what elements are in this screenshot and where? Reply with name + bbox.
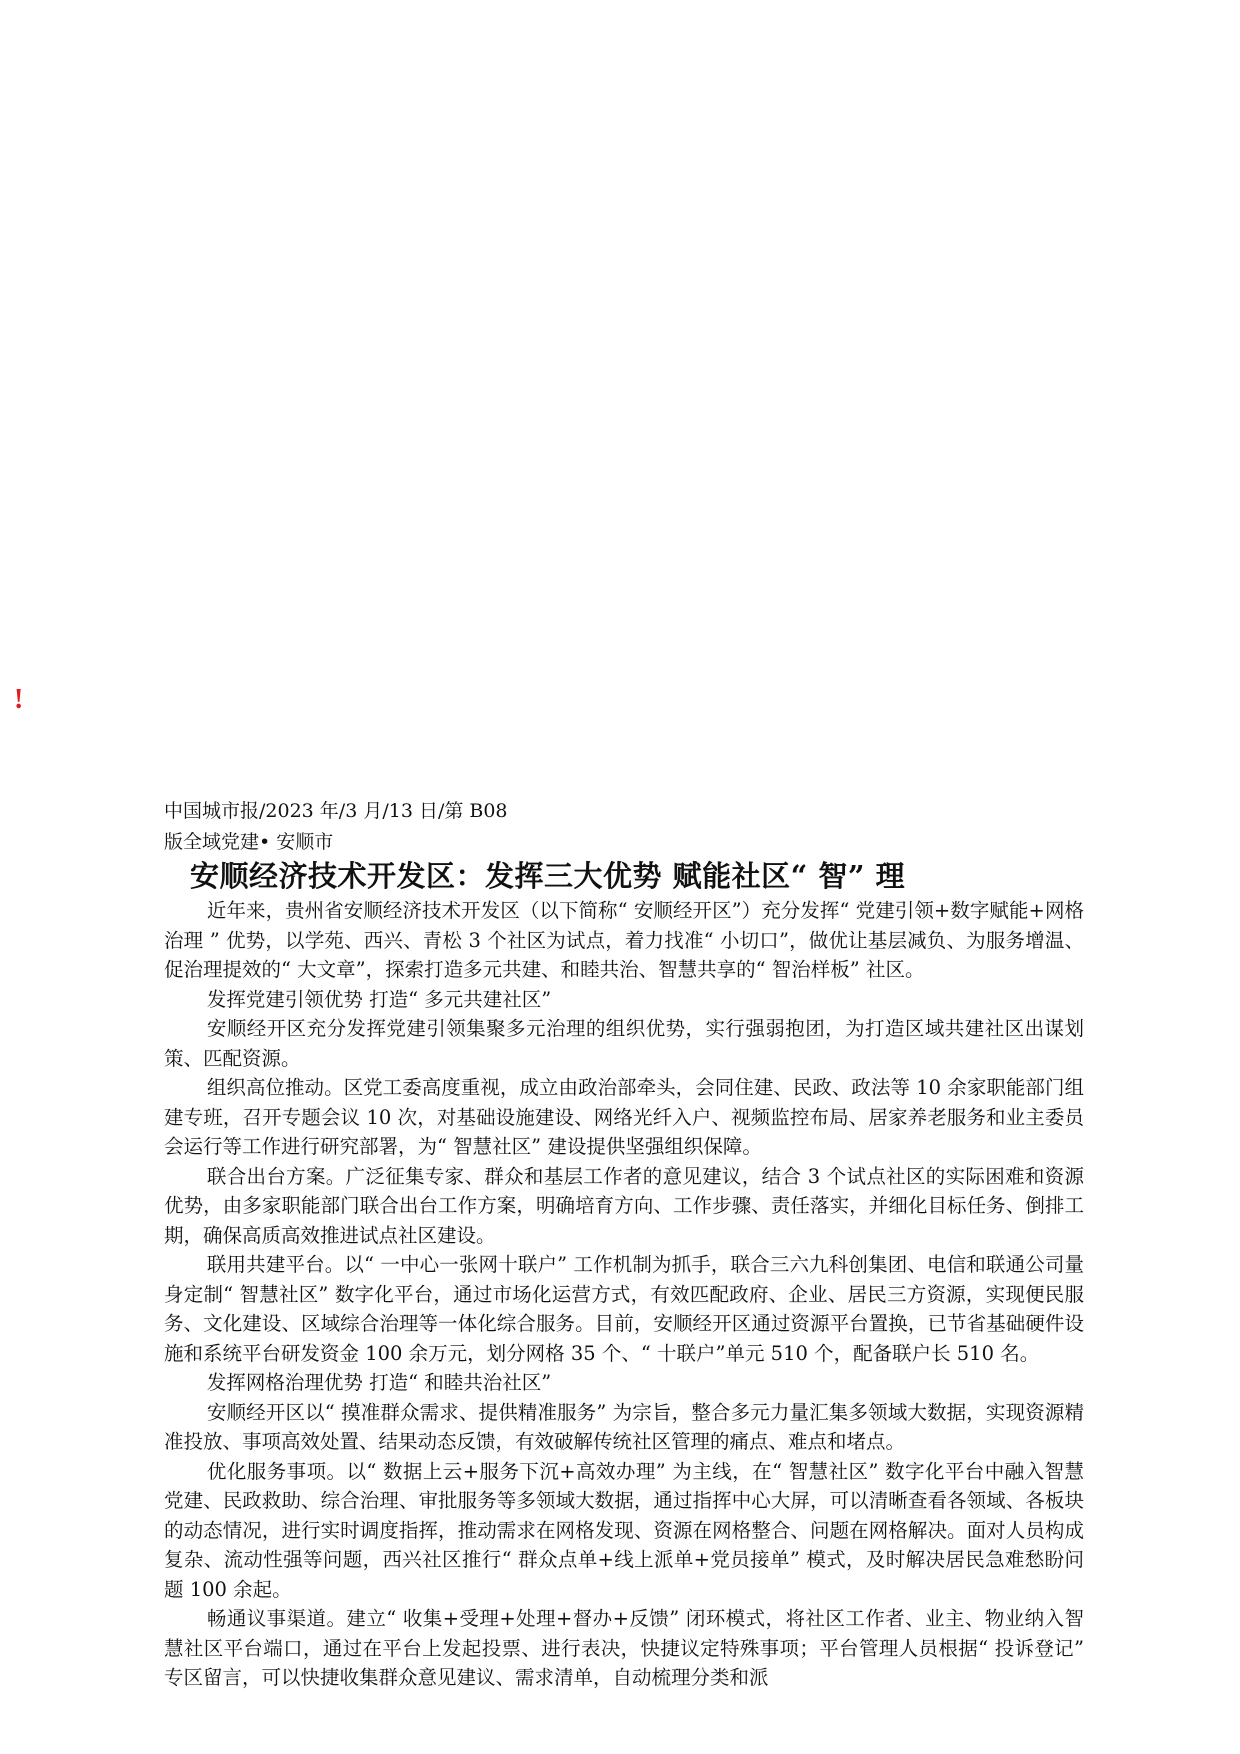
article-headline: 安顺经济技术开发区：发挥三大优势 赋能社区“ 智” 理 xyxy=(190,859,906,893)
article-body xyxy=(164,896,1084,1693)
paragraph: 畅通议事渠道。建立“ 收集+受理+处理+督办+反馈” 闭环模式，将社区工作者、业主、物业纳入智慧社区平台端口，通过在平台上发起投票、进行表决，快捷议定特殊事项；平台管理人员根据“ 投诉登记” 专区留言，可以快捷收集群众意见建议、需求清单，自动梳理分类和派 xyxy=(164,1607,1084,1689)
red-exclamation-mark: ! xyxy=(14,684,24,715)
section-heading: 发挥党建引领优势 打造“ 多元共建社区” xyxy=(206,987,552,1011)
paragraph: 组织高位推动。区党工委高度重视，成立由政治部牵头，会同住建、民政、政法等 10 余家职能部门组建专班，召开专题会议 10 次，对基础设施建设、网络光纤入户、视频监控布局、居家养老服务和业主委员会运行等工作进行研究部署，为“ 智慧社区” 建设提供坚强组织保障。 xyxy=(164,1076,1084,1158)
paragraph: 安顺经开区以“ 摸准群众需求、提供精准服务” 为宗旨，整合多元力量汇集多领域大数据，实现资源精准投放、事项高效处置、结果动态反馈，有效破解传统社区管理的痛点、难点和堵点。 xyxy=(164,1400,1084,1453)
paragraph: 近年来，贵州省安顺经济技术开发区（以下简称“ 安顺经开区”）充分发挥“ 党建引领+数字赋能+网格治理 ” 优势，以学苑、西兴、青松 3 个社区为试点，着力找准“ 小切口”，做优让基层减负、为服务增温、促治理提效的“ 大文章”，探索打造多元共建、和睦共治、智慧共享的“ 智治样板” 社区。 xyxy=(164,899,1084,981)
source-line: 中国城市报/2023 年/3 月/13 日/第 B08 xyxy=(164,800,508,822)
paragraph: 联合出台方案。广泛征集专家、群众和基层工作者的意见建议，结合 3 个试点社区的实际困难和资源优势，由多家职能部门联合出台工作方案，明确培育方向、工作步骤、责任落实，并细化目标任务、倒排工期，确保高质高效推进试点社区建设。 xyxy=(164,1164,1084,1247)
section-line: 版全域党建• 安顺市 xyxy=(164,831,334,853)
section-heading: 发挥网格治理优势 打造“ 和睦共治社区” xyxy=(206,1371,552,1394)
paragraph: 安顺经开区充分发挥党建引领集聚多元治理的组织优势，实行强弱抱团，为打造区域共建社区出谋划策、匹配资源。 xyxy=(164,1017,1084,1070)
paragraph: 联用共建平台。以“ 一中心一张网十联户” 工作机制为抓手，联合三六九科创集团、电信和联通公司量身定制“ 智慧社区” 数字化平台，通过市场化运营方式，有效匹配政府、企业、居民三方资源，实现便民服务、文化建设、区域综合治理等一体化综合服务。目前，安顺经开区通过资源平台置换，已节省基础硬件设施和系统平台研发资金 100 余万元，划分网格 35 个、“ 十联户”单元 510 个，配备联户长 510 名。 xyxy=(164,1253,1084,1365)
article-source xyxy=(164,796,1084,858)
paragraph: 优化服务事项。以“ 数据上云+服务下沉+高效办理” 为主线，在“ 智慧社区” 数字化平台中融入智慧党建、民政救助、综合治理、审批服务等多领域大数据，通过指挥中心大屏，可以清晰查看各领域、各板块的动态情况，进行实时调度指挥，推动需求在网格发现、资源在网格整合、问题在网格解决。面对人员构成复杂、流动性强等问题，西兴社区推行“ 群众点单+线上派单+党员接单” 模式，及时解决居民急难愁盼问题 100 余起。 xyxy=(164,1459,1084,1601)
